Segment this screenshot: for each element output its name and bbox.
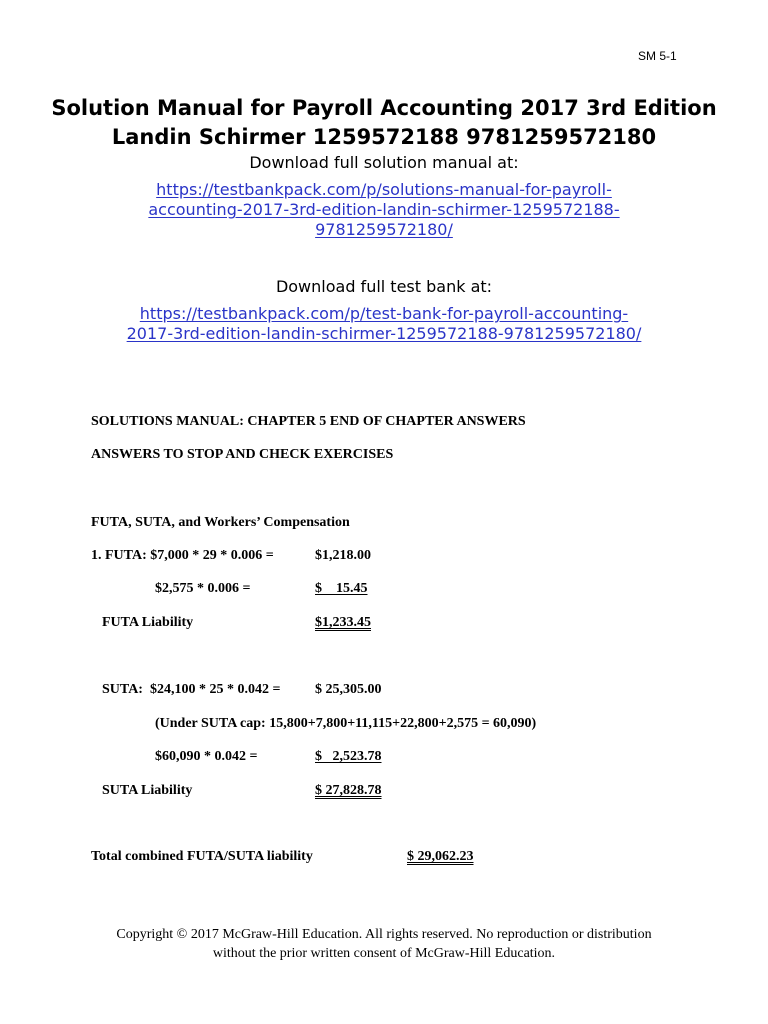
futa-liability-label: FUTA Liability (102, 615, 194, 630)
solution-link-line: 9781259572180/ (315, 220, 453, 239)
suta-line2-label: $60,090 * 0.042 = (155, 749, 258, 764)
copyright-line: Copyright © 2017 McGraw-Hill Education. All rights reserved. No reproduction or distribution (116, 927, 652, 942)
solution-link-line: accounting-2017-3rd-edition-landin-schirmer-1259572188- (148, 200, 620, 219)
document-title: Solution Manual for Payroll Accounting 2017 3rd Edition Landin Schirmer 1259572188 9781259572180 (51, 96, 717, 149)
chapter-heading: SOLUTIONS MANUAL: CHAPTER 5 END OF CHAPTER ANSWERS (91, 414, 526, 429)
futa-line2-label: $2,575 * 0.006 = (155, 581, 251, 596)
copyright-line: without the prior written consent of McGraw-Hill Education. (212, 946, 556, 961)
solution-download-label: Download full solution manual at: (249, 153, 519, 172)
testbank-download-label: Download full test bank at: (275, 277, 493, 296)
futa-line2-value: $ 15.45 (315, 581, 368, 596)
solution-link-line: https://testbankpack.com/p/solutions-manual-for-payroll- (156, 180, 612, 199)
total-value: $ 29,062.23 (407, 849, 474, 864)
total-label: Total combined FUTA/SUTA liability (91, 849, 313, 864)
suta-line1-label: SUTA: $24,100 * 25 * 0.042 = (102, 682, 281, 697)
test-bank-link[interactable] (40, 304, 728, 344)
copyright-notice (40, 925, 728, 963)
suta-cap-note: (Under SUTA cap: 15,800+7,800+11,115+22,800+2,575 = 60,090) (155, 716, 537, 731)
suta-line2-value: $ 2,523.78 (315, 749, 382, 764)
futa-line1-label: 1. FUTA: $7,000 * 29 * 0.006 = (91, 548, 274, 563)
page-number: SM 5-1 (638, 49, 677, 63)
subsection-heading: FUTA, SUTA, and Workers’ Compensation (91, 515, 350, 530)
futa-liability-value: $1,233.45 (315, 615, 371, 630)
suta-line1-value: $ 25,305.00 (315, 682, 382, 697)
section-heading: ANSWERS TO STOP AND CHECK EXERCISES (91, 447, 394, 462)
testbank-link-line: https://testbankpack.com/p/test-bank-for-payroll-accounting- (139, 304, 629, 323)
testbank-link-line: 2017-3rd-edition-landin-schirmer-1259572188-9781259572180/ (126, 324, 642, 343)
suta-liability-label: SUTA Liability (102, 783, 193, 798)
solution-manual-link[interactable] (40, 180, 728, 240)
suta-liability-value: $ 27,828.78 (315, 783, 382, 798)
futa-line1-value: $1,218.00 (315, 548, 371, 563)
